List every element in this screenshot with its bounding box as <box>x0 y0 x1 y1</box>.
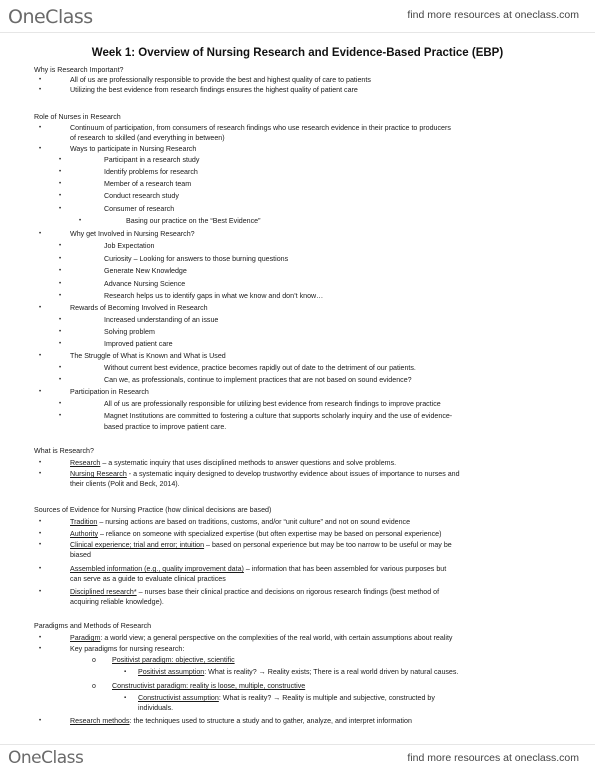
bullet-icon: • <box>59 157 62 163</box>
term: Positivist assumption <box>138 668 205 676</box>
definition: – a systematic inquiry that uses disciplined methods to answer questions and solve problems. <box>100 459 397 467</box>
bullet-icon: • <box>59 169 62 175</box>
list-item: All of us are professionally responsible for utilizing best evidence from research findings to improve practice <box>104 400 441 408</box>
list-item-continued: of research to skilled (and everything in between) <box>70 134 225 142</box>
oneclass-logo[interactable]: OneClass <box>8 748 84 768</box>
bullet-icon: • <box>39 635 42 641</box>
term: Paradigm <box>70 634 101 642</box>
definition: – nurses base their clinical practice and decisions on rigorous research findings (best method of <box>136 588 440 596</box>
term: Constructivist paradigm: reality is loose, multiple, constructive <box>112 682 306 690</box>
bullet-icon: • <box>39 519 42 525</box>
page-footer <box>0 744 595 771</box>
circle-bullet-icon: o <box>92 683 96 690</box>
list-item: Generate New Knowledge <box>104 267 187 275</box>
bullet-icon: • <box>39 389 42 395</box>
bullet-icon: • <box>59 206 62 212</box>
bullet-icon: • <box>39 353 42 359</box>
section-heading-paradigms: Paradigms and Methods of Research <box>34 622 152 630</box>
bullet-icon: • <box>39 542 42 548</box>
definition: – based on personal experience but may be too narrow to be useful or may be <box>204 541 452 549</box>
definition: – reliance on someone with specialized expertise (but often expertise may be based on personal experience) <box>98 530 442 538</box>
oneclass-logo[interactable]: OneClass <box>8 6 93 28</box>
list-item: Job Expectation <box>104 242 155 250</box>
bullet-icon: • <box>39 146 42 152</box>
list-item <box>70 530 441 540</box>
term: Tradition <box>70 518 98 526</box>
term: Research <box>70 459 101 467</box>
bullet-icon: • <box>59 365 62 371</box>
list-item <box>70 588 439 598</box>
square-bullet-icon: ▪ <box>124 695 127 701</box>
term: Disciplined research* <box>70 588 137 596</box>
bullet-icon: • <box>39 531 42 537</box>
list-item: Key paradigms for nursing research: <box>70 645 185 653</box>
list-item <box>70 470 460 480</box>
definition: : What is reality? → Reality is multiple and subjective, constructed by <box>218 694 435 702</box>
bullet-icon: • <box>59 243 62 249</box>
list-item: Member of a research team <box>104 180 192 188</box>
bullet-icon: • <box>59 193 62 199</box>
list-item: Why get Involved in Nursing Research? <box>70 230 195 238</box>
header-tagline[interactable]: find more resources at oneclass.com <box>407 9 579 21</box>
list-item <box>70 634 452 644</box>
list-item <box>138 668 458 678</box>
term: Research methods <box>70 717 130 725</box>
list-item: Improved patient care <box>104 340 173 348</box>
list-item: Solving problem <box>104 328 155 336</box>
list-item <box>70 518 410 528</box>
bullet-icon: • <box>39 566 42 572</box>
list-item-continued: can serve as a guide to evaluate clinical practices <box>70 575 226 583</box>
bullet-icon: • <box>39 646 42 652</box>
list-item: Can we, as professionals, continue to implement practices that are not based on sound evidence? <box>104 376 412 384</box>
term: Assembled information (e.g., quality improvement data) <box>70 565 244 573</box>
list-item <box>70 717 412 727</box>
bullet-icon: • <box>39 77 42 83</box>
list-item-continued: acquiring reliable knowledge). <box>70 598 164 606</box>
bullet-icon: • <box>59 401 62 407</box>
list-item: Curiosity – Looking for answers to those burning questions <box>104 255 289 263</box>
bullet-icon: • <box>59 293 62 299</box>
term: Nursing Research <box>70 470 127 478</box>
list-item: Conduct research study <box>104 192 179 200</box>
bullet-icon: • <box>39 231 42 237</box>
square-bullet-icon: ▪ <box>124 669 127 675</box>
list-item-continued: biased <box>70 551 91 559</box>
bullet-icon: • <box>59 341 62 347</box>
bullet-icon: • <box>79 218 82 224</box>
definition: - a systematic inquiry designed to develop trustworthy evidence about issues of importance to nurses and <box>126 470 460 478</box>
definition: – nursing actions are based on traditions, customs, and/or “unit culture” and not on sound evidence <box>97 518 411 526</box>
bullet-icon: • <box>39 460 42 466</box>
page-header <box>0 0 595 33</box>
section-heading-sources-of-evidence: Sources of Evidence for Nursing Practice (how clinical decisions are based) <box>34 506 272 514</box>
list-item <box>70 459 396 469</box>
list-item: Utilizing the best evidence from research findings ensures the highest quality of patient care <box>70 86 358 94</box>
list-item: Advance Nursing Science <box>104 280 186 288</box>
list-item: The Struggle of What is Known and What is Used <box>70 352 226 360</box>
bullet-icon: • <box>39 589 42 595</box>
bullet-icon: • <box>39 471 42 477</box>
bullet-icon: • <box>59 181 62 187</box>
term: Constructivist assumption <box>138 694 219 702</box>
circle-bullet-icon: o <box>92 657 96 664</box>
bullet-icon: • <box>59 317 62 323</box>
section-heading-why-research: Why is Research Important? <box>34 66 124 74</box>
list-item: Continuum of participation, from consumers of research findings who use research evidence in their practice to producers <box>70 124 451 132</box>
list-item <box>70 541 452 551</box>
definition: : What is reality? → Reality exists; There is a real world driven by natural causes. <box>204 668 459 676</box>
definition: : a world view; a general perspective on the complexities of the real world, with certain assumptions about reality <box>100 634 453 642</box>
list-item <box>112 682 305 692</box>
term: Positivist paradigm: objective, scientific <box>112 656 235 664</box>
term: Clinical experience; trial and error; intuition <box>70 541 205 549</box>
bullet-icon: • <box>59 268 62 274</box>
bullet-icon: • <box>59 413 62 419</box>
list-item <box>138 694 435 704</box>
section-heading-role-of-nurses: Role of Nurses in Research <box>34 113 121 121</box>
bullet-icon: • <box>39 718 42 724</box>
list-item: Rewards of Becoming Involved in Research <box>70 304 208 312</box>
definition: – information that has been assembled for various purposes but <box>243 565 447 573</box>
list-item: Identify problems for research <box>104 168 198 176</box>
list-item: All of us are professionally responsible to provide the best and highest quality of care to patients <box>70 76 371 84</box>
term: Authority <box>70 530 98 538</box>
list-item: Basing our practice on the “Best Evidence” <box>126 217 261 225</box>
list-item <box>70 565 446 575</box>
list-item: Consumer of research <box>104 205 175 213</box>
list-item <box>112 656 235 666</box>
bullet-icon: • <box>39 125 42 131</box>
list-item: Participation in Research <box>70 388 149 396</box>
section-heading-what-is-research: What is Research? <box>34 447 94 455</box>
bullet-icon: • <box>39 87 42 93</box>
bullet-icon: • <box>59 329 62 335</box>
definition: : the techniques used to structure a study and to gather, analyze, and interpret information <box>129 717 412 725</box>
bullet-icon: • <box>39 305 42 311</box>
list-item-continued: their clients (Polit and Beck, 2014). <box>70 480 180 488</box>
list-item-continued: individuals. <box>138 704 174 712</box>
list-item: Participant in a research study <box>104 156 200 164</box>
bullet-icon: • <box>59 377 62 383</box>
list-item: Without current best evidence, practice becomes rapidly out of date to the detriment of our patients. <box>104 364 416 372</box>
footer-tagline[interactable]: find more resources at oneclass.com <box>407 752 579 764</box>
document-title: Week 1: Overview of Nursing Research and Evidence-Based Practice (EBP) <box>91 47 504 59</box>
list-item: Increased understanding of an issue <box>104 316 219 324</box>
bullet-icon: • <box>59 256 62 262</box>
bullet-icon: • <box>59 281 62 287</box>
list-item-continued: based practice to improve patient care. <box>104 423 227 431</box>
list-item: Ways to participate in Nursing Research <box>70 145 197 153</box>
list-item: Research helps us to identify gaps in what we know and don’t know… <box>104 292 324 300</box>
list-item: Magnet Institutions are committed to fostering a culture that supports scholarly inquiry and the use of evidence- <box>104 412 453 420</box>
